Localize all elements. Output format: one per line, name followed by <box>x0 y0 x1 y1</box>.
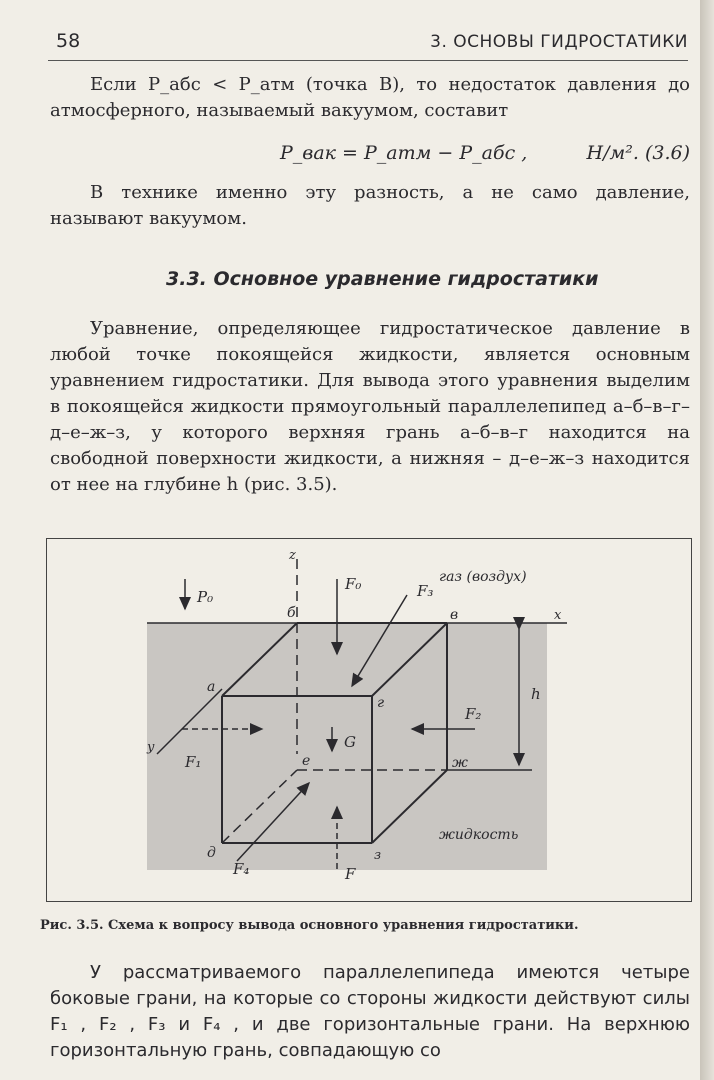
label-zh: ж <box>452 755 468 771</box>
body-paragraph-2: У рассматриваемого параллелепипеда имеются четыре боковые грани, на которые со стороны жидкости действуют силы F₁ , F₂ , F₃ и F₄ , и две горизонтальные грани. На верхнюю горизонтальную грань, совпадающую со <box>50 962 690 1061</box>
label-f2: F₂ <box>465 705 482 723</box>
formula-expression: P_вак = P_атм − P_абс , <box>280 142 528 164</box>
parallelepiped-diagram <box>47 539 690 900</box>
formula-units: Н/м². (3.6) <box>586 142 690 164</box>
label-g-corner: г <box>377 695 385 711</box>
label-f4: F₄ <box>233 860 250 878</box>
label-gas: газ (воздух) <box>439 569 527 585</box>
section-title: 3.3. Основное уравнение гидростатики <box>166 268 599 290</box>
label-x: x <box>554 608 562 623</box>
vacuum-paragraph: В технике именно эту разность, а не само давление, называют вакуумом. <box>50 182 690 229</box>
header-rule <box>48 60 688 61</box>
label-z: z <box>289 548 296 563</box>
formula-3-6 <box>280 142 690 172</box>
label-v: в <box>450 607 459 623</box>
label-a: а <box>207 679 216 695</box>
label-liquid: жидкость <box>439 827 519 843</box>
figure-3-5 <box>46 538 692 902</box>
label-f: F <box>345 865 356 883</box>
page-edge <box>700 0 714 1080</box>
label-g: G <box>344 733 356 751</box>
label-p0: P₀ <box>197 588 214 606</box>
label-d: д <box>207 845 216 861</box>
label-f1: F₁ <box>185 753 202 771</box>
label-h: h <box>531 685 541 703</box>
label-e: е <box>302 753 311 769</box>
page-header <box>48 30 688 56</box>
label-f0: F₀ <box>345 575 362 593</box>
label-y: y <box>147 740 155 755</box>
running-title: 3. ОСНОВЫ ГИДРОСТАТИКИ <box>430 32 688 52</box>
body-paragraph-1: Уравнение, определяющее гидростатическое давление в любой точке покоящейся жидкости, является основным уравнением гидростатики. Для вывода этого уравнения выделим в покоящейся жидкости прямоугольный параллелепипед а–б–в–г–д–е–ж–з, у которого верхняя грань а–б–в–г находится на свободной поверхности жидкости, а нижняя – д–е–ж–з находится от нее на глубине h (рис. 3.5). <box>50 318 690 495</box>
label-f3: F₃ <box>417 582 434 600</box>
label-b: б <box>287 605 296 621</box>
figure-caption: Рис. 3.5. Схема к вопросу вывода основного уравнения гидростатики. <box>40 918 579 933</box>
intro-paragraph: Если P_абс < P_атм (точка В), то недостаток давления до атмосферного, называемый вакуумом, составит <box>50 74 690 121</box>
label-z-corner: з <box>374 848 382 863</box>
page-number: 58 <box>56 30 81 52</box>
